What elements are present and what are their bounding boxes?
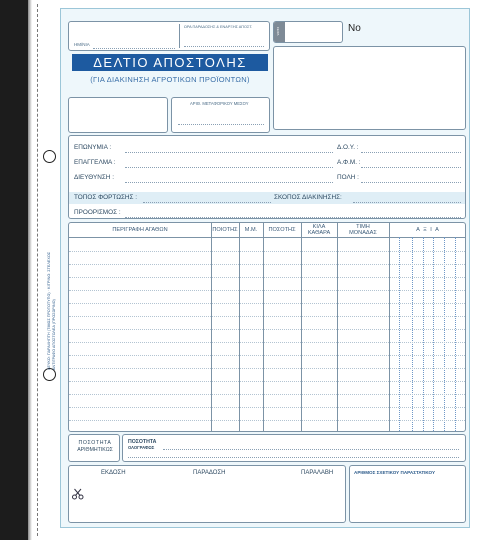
- series-label: ΣΕΙΡΑ: [276, 27, 280, 36]
- col-header-quantity: ΠΟΣΟΤΗΣ: [268, 226, 296, 233]
- net-kg-line-2: ΚΑΘΑΡΑ: [307, 230, 331, 236]
- col-header-quality: ΠΟΙΟΤΗΣ: [212, 226, 238, 233]
- goods-table: [68, 222, 466, 432]
- perforation-line: [37, 4, 38, 536]
- signatures-box: [68, 465, 346, 523]
- qty-words-field-1[interactable]: [163, 449, 459, 450]
- city-field[interactable]: [361, 182, 461, 183]
- related-document-box: [349, 465, 466, 523]
- side-note-line-1: ΛΕΥΚΟ: ΠΑΡΑΛΗΠΤΗ (ΤΙΜΩΣ ΠΡΩΤΟΤΥΠΟ) · ΚΙΤΡΙΝΟ: ΣΤΕΛΕΧΟΣ: [47, 251, 51, 370]
- scissors-icon: [69, 466, 87, 522]
- qty-words-field-2[interactable]: [128, 457, 459, 458]
- transport-purpose-label: ΣΚΟΠΟΣ ΔΙΑΚΙΝΗΣΗΣ:: [274, 194, 342, 201]
- loading-place-label: ΤΟΠΟΣ ΦΟΡΤΩΣΗΣ :: [74, 194, 138, 201]
- spine-shadow: [28, 0, 32, 540]
- issue-time-field[interactable]: [184, 46, 264, 47]
- document-subtitle: (ΓΙΑ ΔΙΑΚΙΝΗΣΗ ΑΓΡΟΤΙΚΩΝ ΠΡΟΪΟΝΤΩΝ): [90, 75, 250, 84]
- net-kg-line-1: ΚΙΛΑ: [312, 223, 326, 230]
- transport-purpose-field[interactable]: [353, 202, 461, 203]
- qty-words-label-1: ΠΟΣΟΤΗΤΑ: [128, 439, 157, 445]
- qty-numeric-label-2: ΑΡΙΘΜΗΤΙΚΩΣ: [77, 447, 113, 453]
- delivered-label: ΠΑΡΑΔΟΣΗ: [193, 470, 226, 476]
- date-time-box: [68, 21, 270, 51]
- vat-number-field[interactable]: [361, 167, 461, 168]
- issued-label: ΕΚΔΟΣΗ: [101, 470, 126, 476]
- date-field[interactable]: [93, 48, 175, 49]
- series-box: [273, 21, 343, 43]
- side-note-line-2: ΑΝΤΙΓΡΑΦΟ ΑΠΟΣΤΟΛΕΑ (ΠΡΟΣΩΡΙΝΟ): [52, 299, 56, 370]
- document-title: ΔΕΛΤΙΟ ΑΠΟΣΤΟΛΗΣ: [72, 54, 268, 71]
- unit-price-line-2: ΜΟΝΑΔΑΣ: [349, 230, 377, 236]
- received-label: ΠΑΡΑΛΑΒΗ: [301, 470, 334, 476]
- col-header-unit: Μ.Μ.: [244, 226, 258, 233]
- customer-details-box: [68, 135, 466, 219]
- col-header-value: Α Ξ Ι Α: [416, 226, 440, 233]
- profession-field[interactable]: [125, 167, 333, 168]
- customer-name-label: ΕΠΩΝΥΜΙΑ :: [74, 144, 112, 151]
- address-field[interactable]: [125, 182, 333, 183]
- copy-distribution-note: [47, 252, 57, 370]
- tax-office-label: Δ.Ο.Υ. :: [337, 144, 359, 151]
- stamp-box: [68, 97, 168, 133]
- qty-words-label-2: ΟΛΟΓΡΑΦΩΣ: [128, 445, 155, 450]
- profession-label: ΕΠΑΓΓΕΛΜΑ :: [74, 159, 116, 166]
- vat-number-label: Α.Φ.Μ. :: [337, 159, 361, 166]
- delivery-note-form: [60, 8, 470, 528]
- unit-price-line-1: ΤΙΜΗ: [356, 223, 370, 230]
- destination-label: ΠΡΟΟΡΙΣΜΟΣ :: [74, 209, 121, 216]
- issuer-info-box: [273, 46, 466, 130]
- related-document-label: ΑΡΙΘΜΟΣ ΣΧΕΤΙΚΟΥ ΠΑΡΑΣΤΑΤΙΚΟΥ: [354, 470, 436, 475]
- address-label: ΔΙΕΥΘΥΝΣΗ :: [74, 174, 114, 181]
- number-label: No: [348, 23, 361, 34]
- qty-numeric-label-1: ΠΟΣΟΤΗΤΑ: [78, 440, 112, 446]
- quantity-numeric-box: [68, 434, 120, 462]
- issue-time-label: ΩΡΑ ΠΑΡΑΔΟΣΗΣ & ΕΝΑΡΞΗΣ ΑΠΟΣΤ.: [184, 25, 253, 29]
- binding-spine: [0, 0, 28, 540]
- city-label: ΠΟΛΗ :: [337, 174, 359, 181]
- destination-field[interactable]: [125, 217, 461, 218]
- loading-place-field[interactable]: [143, 202, 271, 203]
- tax-office-field[interactable]: [361, 152, 461, 153]
- col-header-description: ΠΕΡΙΓΡΑΦΗ ΑΓΑΘΩΝ: [112, 226, 168, 233]
- customer-name-field[interactable]: [125, 152, 333, 153]
- vehicle-number-label: ΑΡΙΘ. ΜΕΤΑΦΟΡΙΚΟΥ ΜΕΣΟΥ: [190, 101, 249, 106]
- punch-hole-top: [43, 150, 56, 163]
- col-header-net-kg: [301, 223, 337, 237]
- quantity-words-box: [122, 434, 466, 462]
- date-label: ΗΜ/ΝΙΑ: [74, 42, 90, 47]
- vehicle-number-field[interactable]: [178, 124, 264, 125]
- vehicle-box: [171, 97, 270, 133]
- col-header-unit-price: [337, 223, 389, 237]
